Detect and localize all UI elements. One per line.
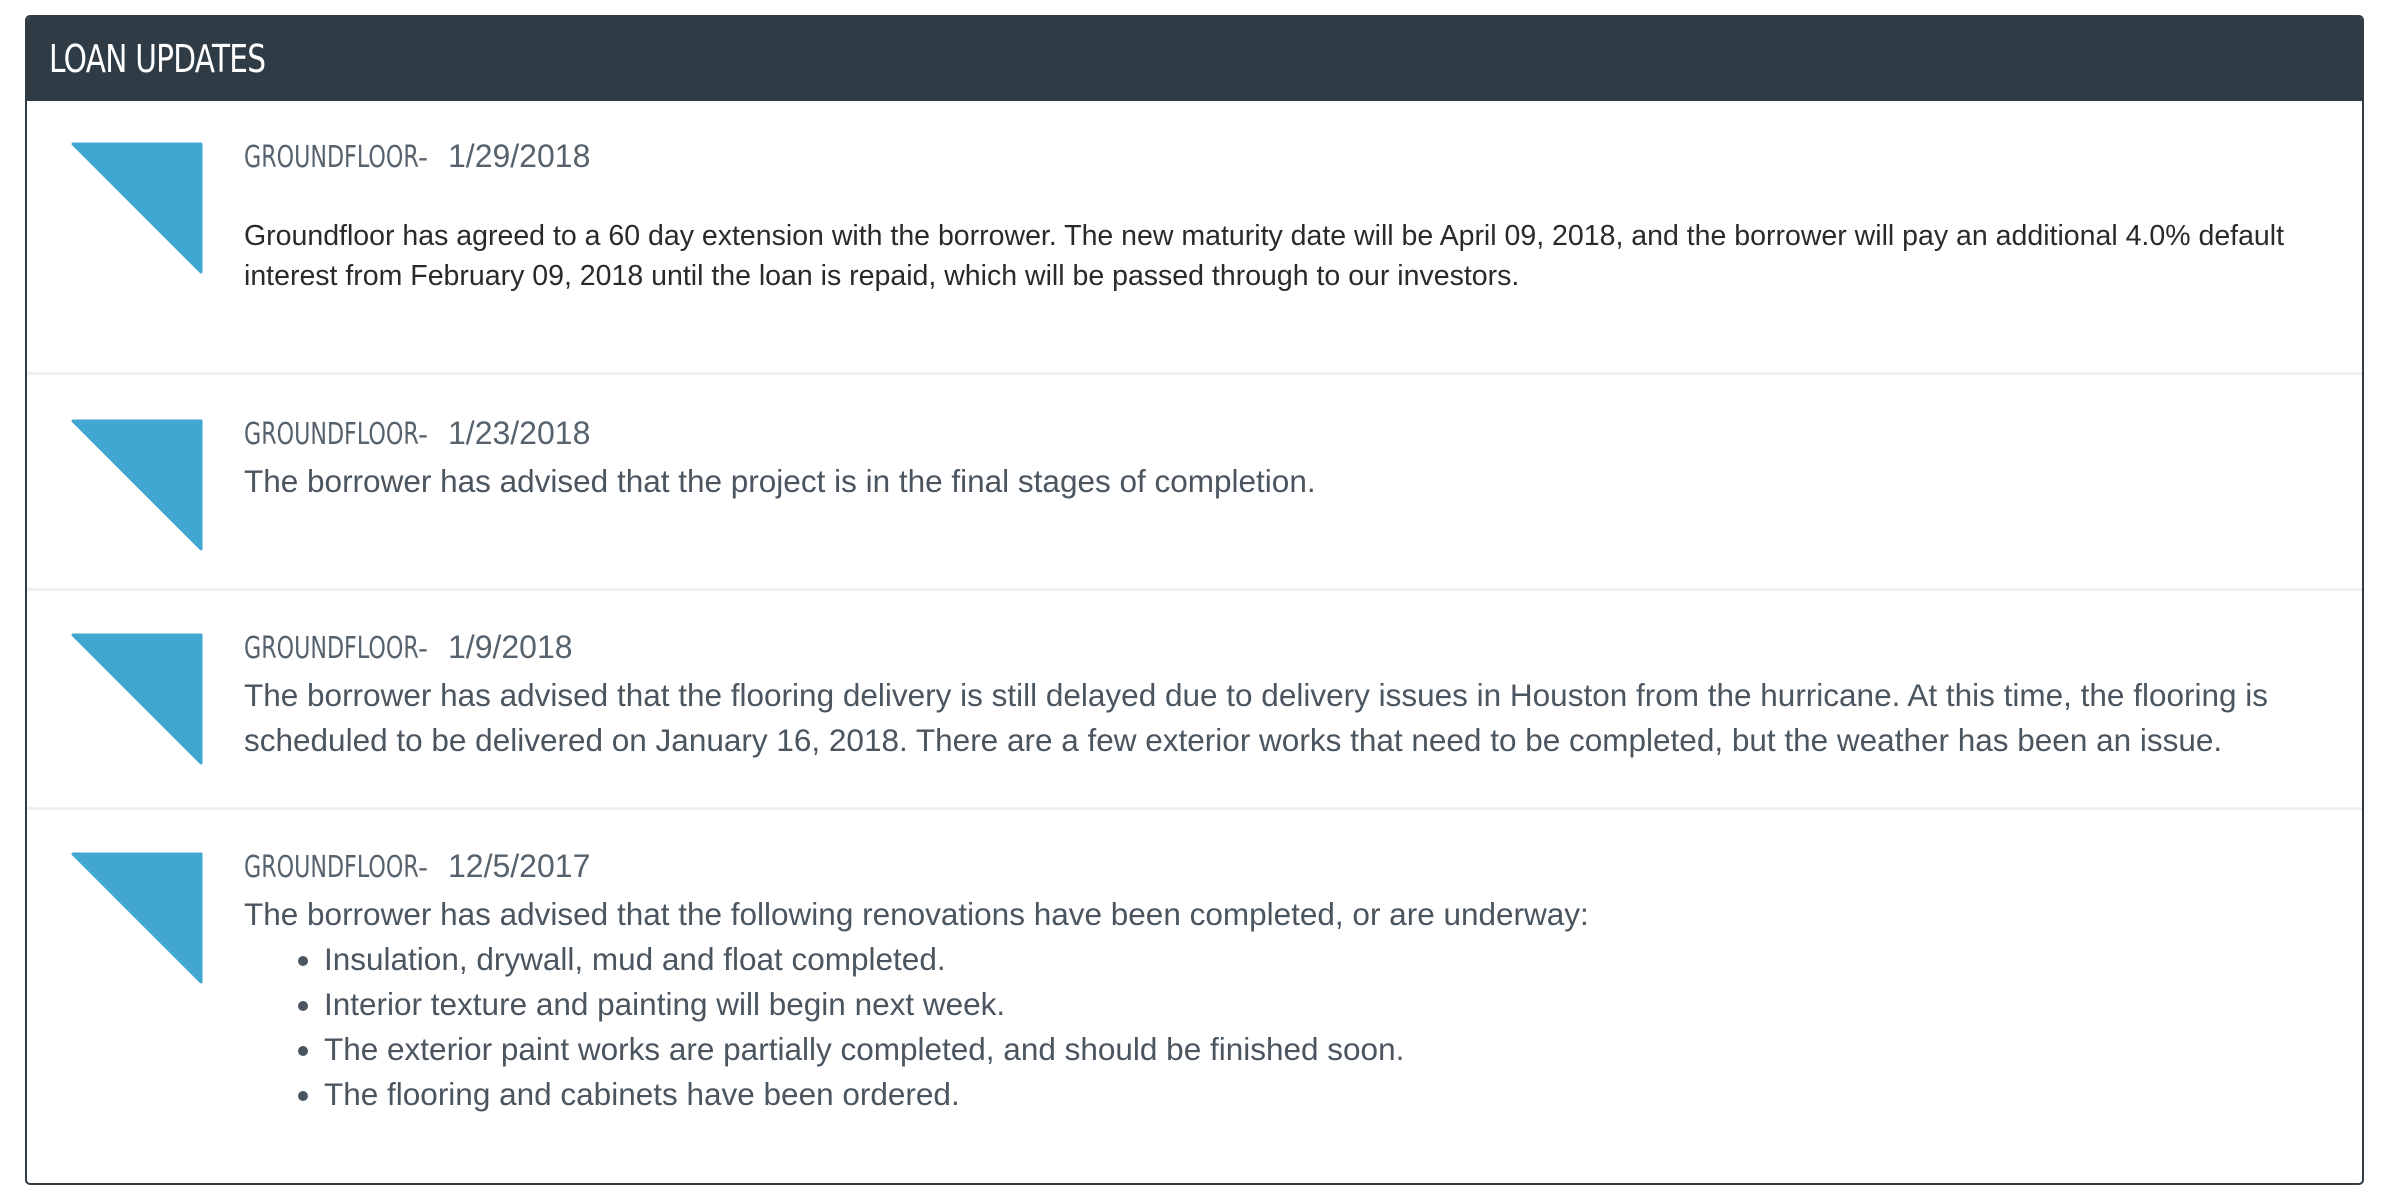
flag-icon xyxy=(71,419,203,551)
panel-title: LOAN UPDATES xyxy=(49,37,266,81)
panel-header xyxy=(27,17,2362,101)
update-content xyxy=(244,415,2302,504)
update-text: The borrower has advised that the project is in the final stages of completion. xyxy=(244,463,1316,499)
update-text: Groundfloor has agreed to a 60 day extension with the borrower. The new maturity date will be April 09, 2018, and the borrower will pay an additional 4.0% default interest from February 09, 2018 until the loan is repaid, which will be passed through to our investors. xyxy=(244,220,2285,292)
meta-separator: - xyxy=(418,632,428,665)
flag-icon xyxy=(71,633,203,765)
list-item: • Interior texture and painting will begin next week. xyxy=(324,982,2302,1027)
update-meta xyxy=(244,848,2302,892)
update-date: 12/5/2017 xyxy=(448,848,591,884)
update-author: GROUNDFLOOR xyxy=(244,417,419,452)
list-item: • The exterior paint works are partially completed, and should be finished soon. xyxy=(324,1027,2302,1072)
flag-icon xyxy=(71,142,203,274)
update-meta xyxy=(244,415,2302,459)
update-item xyxy=(27,810,2362,1185)
loan-updates-panel xyxy=(25,15,2364,1185)
update-author: GROUNDFLOOR xyxy=(244,850,419,885)
update-content xyxy=(244,848,2302,1117)
update-author: GROUNDFLOOR xyxy=(244,631,419,666)
update-meta xyxy=(244,629,2302,673)
update-meta xyxy=(244,138,2302,182)
meta-separator: - xyxy=(418,418,428,451)
update-date: 1/9/2018 xyxy=(448,629,573,665)
list-item: • The flooring and cabinets have been ordered. xyxy=(324,1072,2302,1117)
update-item xyxy=(27,375,2362,591)
update-date: 1/29/2018 xyxy=(448,138,591,174)
update-content xyxy=(244,138,2302,296)
list-item: • Insulation, drywall, mud and float completed. xyxy=(324,937,2302,982)
update-item xyxy=(27,101,2362,375)
update-item xyxy=(27,591,2362,810)
update-text: The borrower has advised that the following renovations have been completed, or are underway: xyxy=(244,896,1589,932)
update-text: The borrower has advised that the flooring delivery is still delayed due to delivery issues in Houston from the hurricane. At this time, the flooring is scheduled to be delivered on January 16, 2018. There are a few exterior works that need to be completed, but the weather has been an issue. xyxy=(244,677,2269,758)
meta-separator: - xyxy=(418,141,428,174)
update-author: GROUNDFLOOR xyxy=(244,140,419,175)
renovation-list xyxy=(244,937,2302,1117)
update-date: 1/23/2018 xyxy=(448,415,591,451)
meta-separator: - xyxy=(418,851,428,884)
flag-icon xyxy=(71,852,203,984)
update-content xyxy=(244,629,2302,763)
